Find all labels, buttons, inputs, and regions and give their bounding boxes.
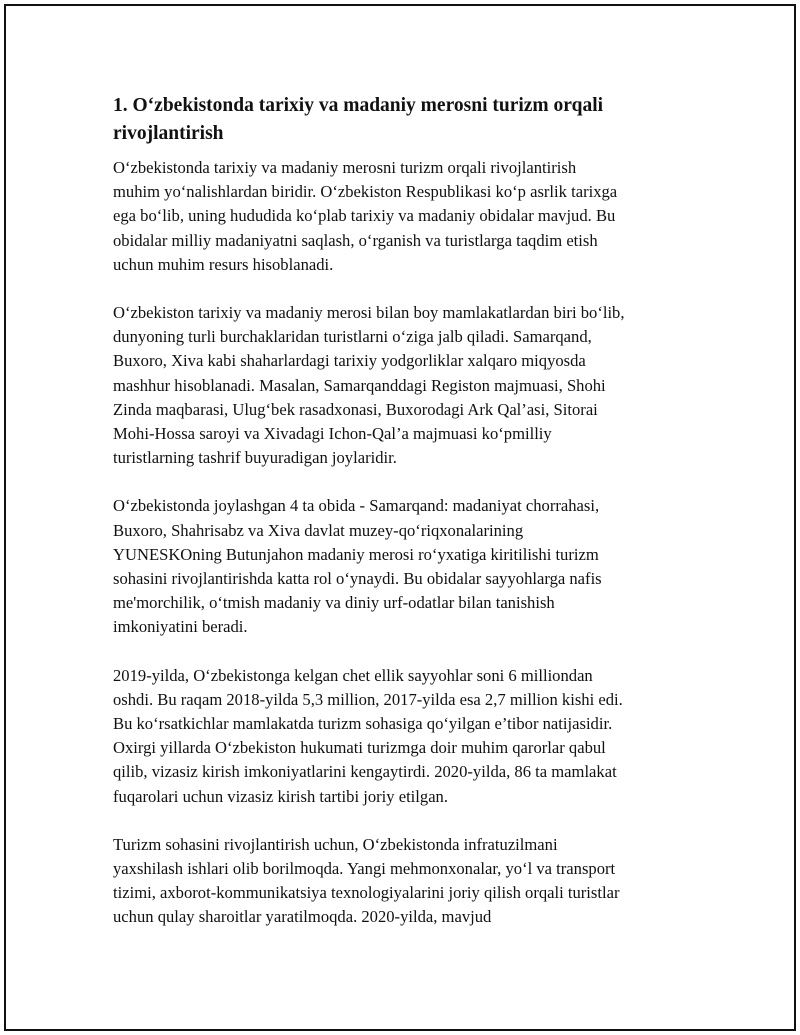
paragraph-unesco: O‘zbekistonda joylashgan 4 ta obida - Samarqand: madaniyat chorrahasi, Buxoro, Shahrisabz va Xiva davlat muzey-qo‘riqxonalarining YUNESKOning Butunjahon madaniy merosi ro‘yxatiga kiritilishi turizm sohasini rivojlantirishda katta rol o‘ynaydi. Bu obidalar sayyohlarga nafis me'morchilik, o‘tmish madaniy va diniy urf-odatlar bilan tanishish imkoniyatini beradi. (113, 496, 602, 637)
paragraph-infrastructure: Turizm sohasini rivojlantirish uchun, O‘zbekistonda infratuzilmani yaxshilash ishlari olib borilmoqda. Yangi mehmonxonalar, yo‘l va transport tizimi, axborot-kommunikatsiya texnologiyalarini joriy qilish orqali turistlar uchun qulay sharoitlar yaratilmoqda. 2020-yilda, mavjud (113, 834, 620, 927)
paragraph-heritage-sites: O‘zbekiston tarixiy va madaniy merosi bilan boy mamlakatlardan biri bo‘lib, dunyoning turli burchaklaridan turistlarni o‘ziga jalb qiladi. Samarqand, Buxoro, Xiva kabi shaharlardagi tarixiy yodgorliklar xalqaro miqyosda mashhur hisoblanadi. Masalan, Samarqanddagi Registon majmuasi, Shohi Zinda maqbarasi, Ulug‘bek rasadxonasi, Buxorodagi Ark Qal’asi, Sitorai Mohi-Hossa saroyi va Xivadagi Ichon-Qal’a majmuasi ko‘pmilliy turistlarning tashrif buyuradigan joylaridir. (113, 303, 625, 468)
paragraph-tourist-statistics: 2019-yilda, O‘zbekistonga kelgan chet ellik sayyohlar soni 6 milliondan oshdi. Bu raqam 2018-yilda 5,3 million, 2017-yilda esa 2,7 million kishi edi. Bu ko‘rsatkichlar mamlakatda turizm sohasiga qo‘yilgan e’tibor natijasidir. Oxirgi yillarda O‘zbekiston hukumati turizmga doir muhim qarorlar qabul qilib, vizasiz kirish imkoniyatlarini kengaytirdi. 2020-yilda, 86 ta mamlakat fuqarolari uchun vizasiz kirish tartibi joriy etilgan. (113, 665, 623, 806)
paragraph-intro: O‘zbekistonda tarixiy va madaniy merosni turizm orqali rivojlantirish muhim yo‘nalishlardan biridir. O‘zbekiston Respublikasi ko‘p asrlik tarixga ega bo‘lib, uning hududida ko‘plab tarixiy va madaniy obidalar mavjud. Bu obidalar milliy madaniyatni saqlash, o‘rganish va turistlarga taqdim etish uchun muhim resurs hisoblanadi. (113, 158, 618, 274)
document-body (113, 92, 693, 954)
section-heading: 1. O‘zbekistonda tarixiy va madaniy merosni turizm orqali rivojlantirish (113, 95, 604, 144)
